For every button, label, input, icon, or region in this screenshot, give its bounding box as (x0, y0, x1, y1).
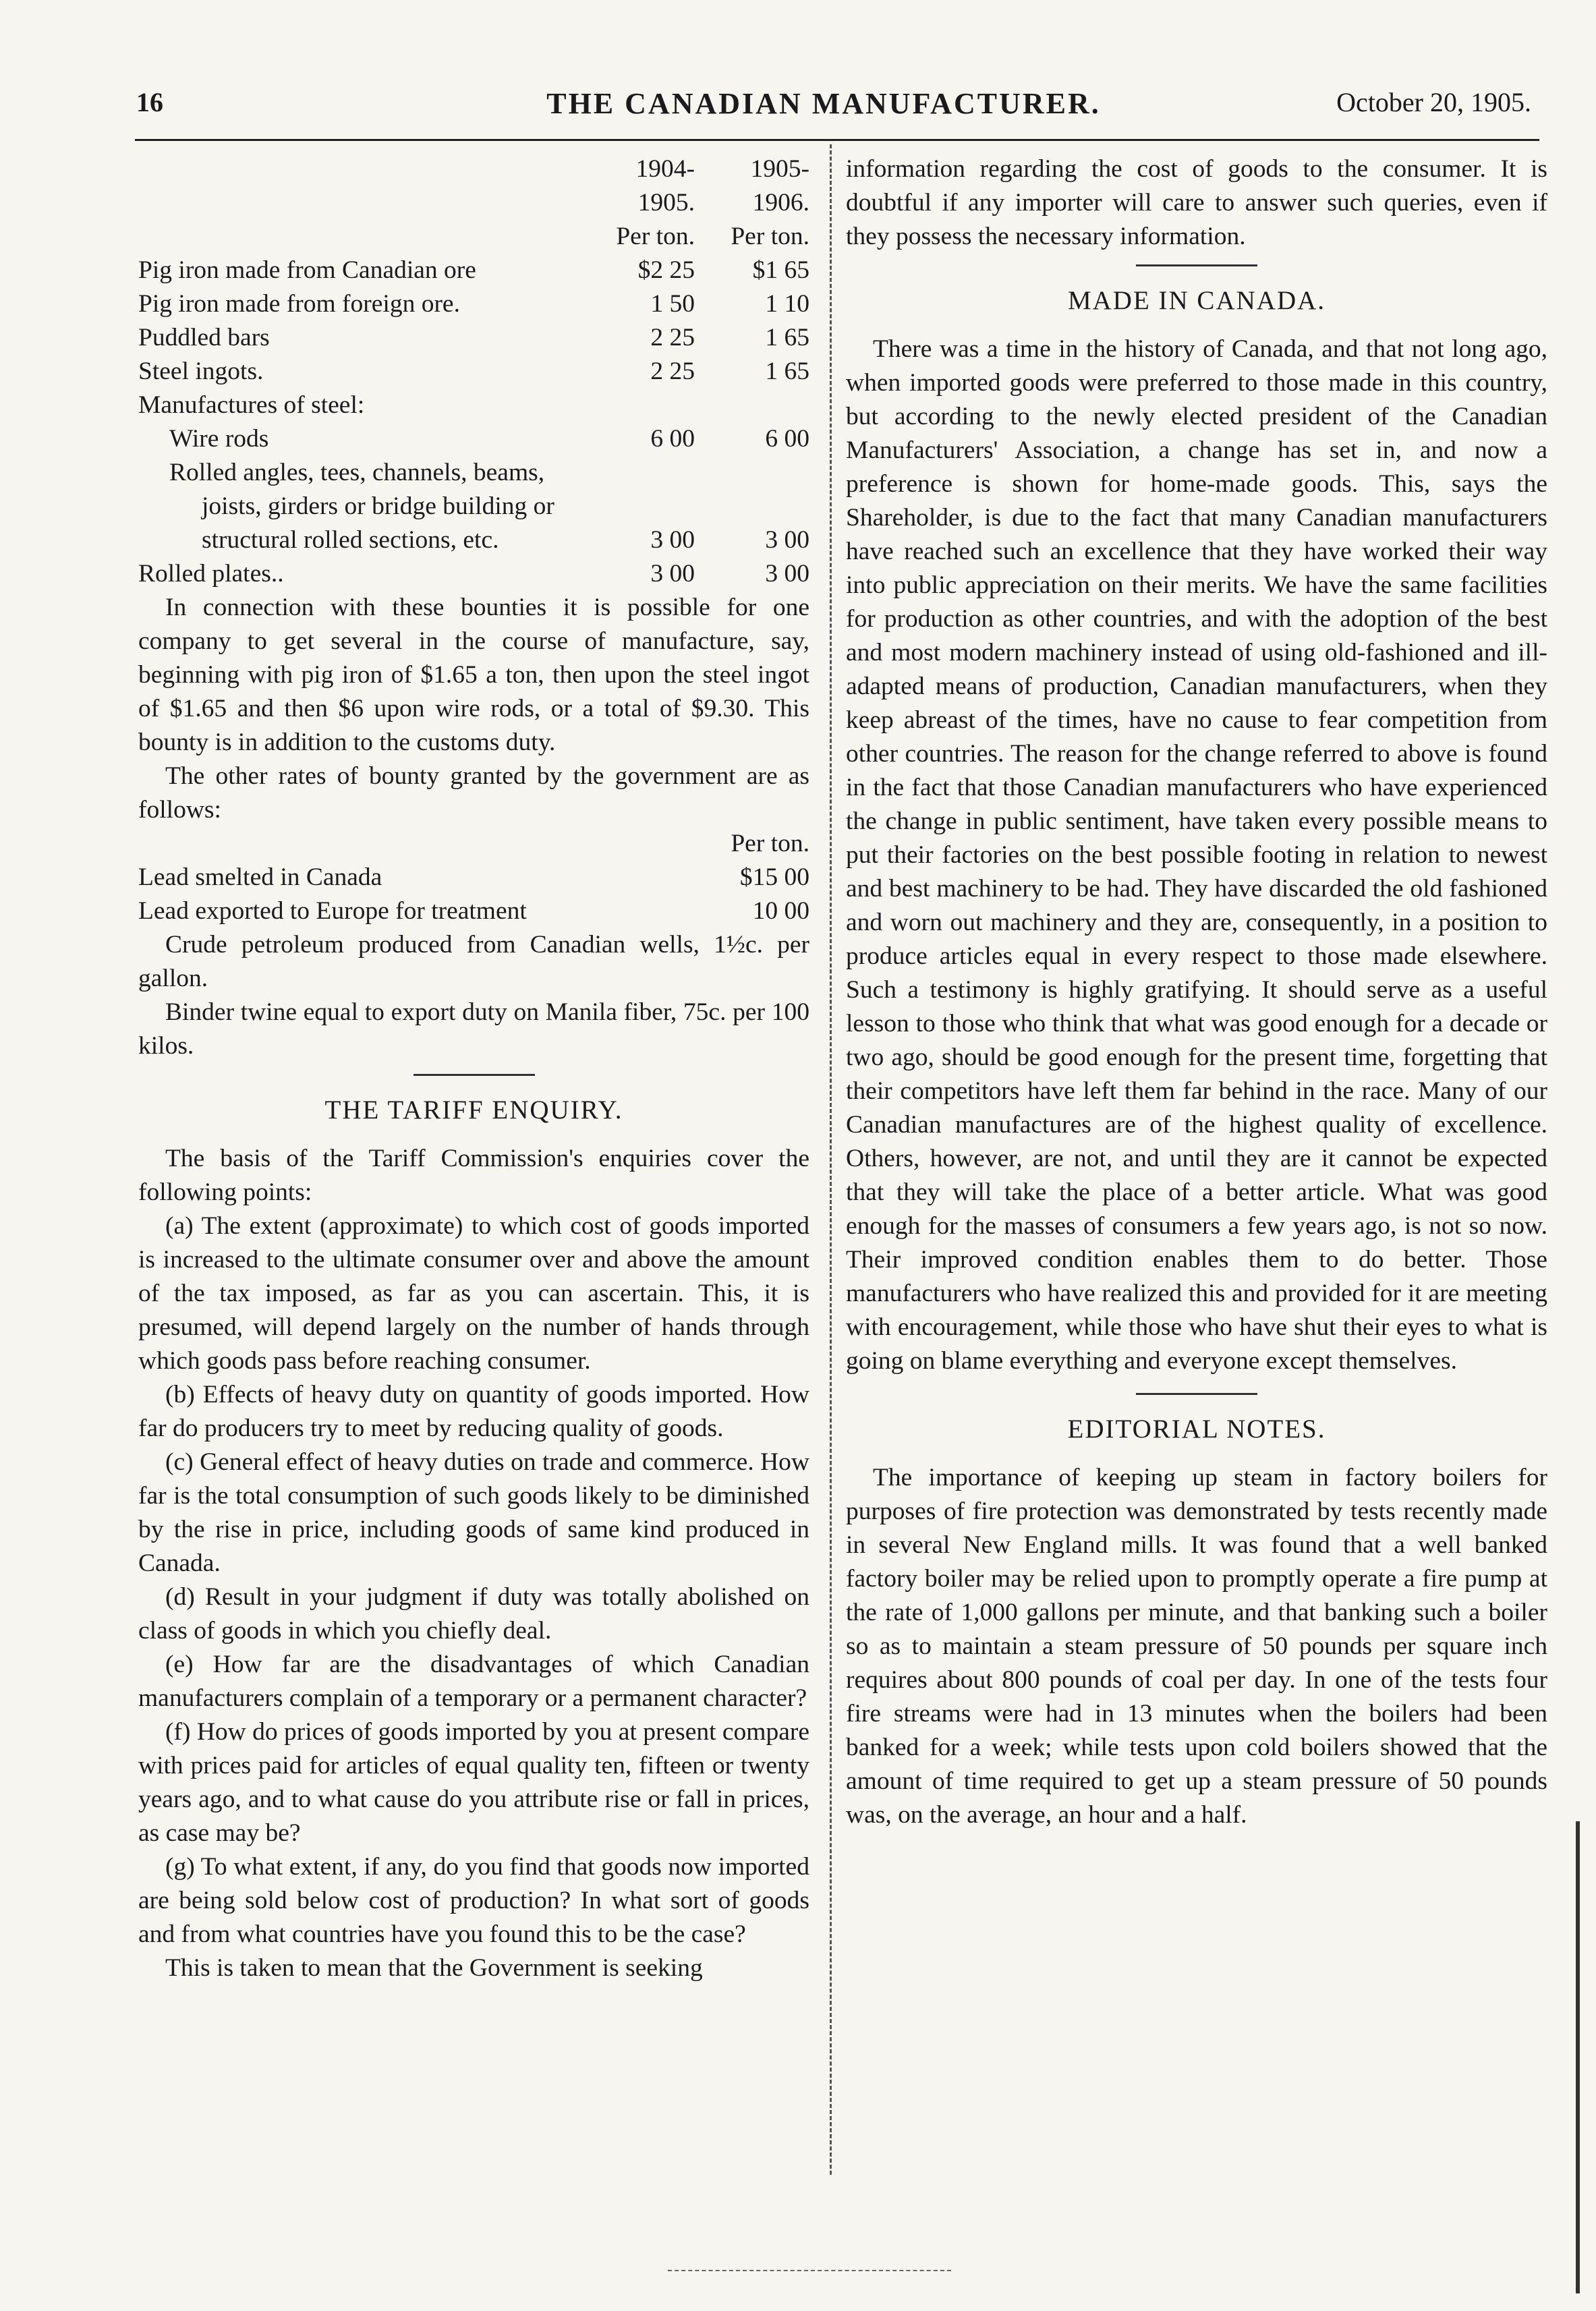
row-value-1904: 6 00 (650, 425, 695, 453)
col2-header-year2: 1906. (752, 189, 809, 217)
bottom-print-mark (668, 2270, 951, 2271)
table-header-row (138, 152, 809, 186)
lead-smelted-value: $15 00 (739, 863, 809, 891)
row-value-1905: 3 00 (765, 560, 809, 588)
table-header-row (138, 186, 809, 220)
editorial-notes-heading: EDITORIAL NOTES. (1067, 1415, 1326, 1444)
paragraph-made-in-canada: There was a time in the history of Canada, and that not long ago, when imported goods were preferred to those made in this country, but according to the newly elected president of the Canadian Manufacturers' Association, a change has set in, and now a preference is shown for home-made goods. This, says the Shareholder, is due to the fact that many Canadian manufacturers have reached such an excellence that they have worked their way into public appreciation on their merits. We have the same facilities for production as other countries, and with the adoption of the best and most modern machinery instead of using old-fashioned and ill-adapted means of production, Canadian manufacturers, when they keep abreast of the times, have no cause to fear competition from other countries. The reason for the change referred to above is found in the fact that those Canadian manufacturers who have experienced the change in public sentiment, have taken every possible means to put their factories on the best possible footing in relation to newest and best machinery to be had. They have discarded the old fashioned and worn out machinery and they are, consequently, in a position to produce articles equal in every respect to those made elsewhere. Such a testimony is highly gratifying. It should serve as a useful lesson to those who think that what was good enough for a decade or two ago, should be good enough for the present time, forgetting that their competitors have left them far behind in the race. Many of our Canadian manufactures are of the highest quality of excellence. Others, however, are not, and until they are it cannot be expected that they will take the place of a better article. What was good enough for the masses of consumers a few years ago, is not so now. Their improved condition enables them to do better. Those manufacturers who have realized this and provided for it are meeting with encouragement, while those who have shut their eyes to what is going on blame everything and everyone except themselves. (846, 335, 1547, 1375)
paragraph-connection: In connection with these bounties it is possible for one company to get several in the course of manufacture, say, beginning with pig iron of $1.65 a ton, then upon the steel ingot of $1.65 and then $6 upon wire rods, or a total of $9.30. This bounty is in addition to the customs duty. (138, 594, 809, 756)
col1-header-year2: 1905. (637, 189, 695, 217)
row-value-1904: 2 25 (650, 324, 695, 351)
paragraph-point-c: (c) General effect of heavy duties on trade and commerce. How far is the total consumption of such goods likely to be diminished by the rise in price, including goods of same kind produced in Canada. (138, 1448, 809, 1577)
col1-header-year: 1904- (635, 155, 695, 183)
paragraph-binder: Binder twine equal to export duty on Manila fiber, 75c. per 100 kilos. (138, 998, 809, 1060)
table-row (138, 389, 809, 422)
steel-subheading: Manufactures of steel: (138, 391, 365, 419)
row-label: Pig iron made from foreign ore. (138, 290, 460, 318)
bounty-table (138, 152, 809, 591)
right-column (846, 152, 1547, 1832)
row-label: Wire rods (169, 425, 269, 453)
page-number: 16 (136, 87, 163, 117)
per-ton-label: Per ton. (731, 830, 809, 857)
row-value-1904: 1 50 (650, 290, 695, 318)
paragraph-point-e: (e) How far are the disadvantages of which Canadian manufacturers complain of a temporary or a permanent character? (138, 1651, 809, 1712)
row-value-1904: $2 25 (637, 256, 695, 284)
paragraph-taken: This is taken to mean that the Government is seeking (165, 1954, 703, 1982)
row-value-1904: 3 00 (650, 526, 695, 554)
row-value-1904: 3 00 (650, 560, 695, 588)
col2-header-year: 1905- (750, 155, 809, 183)
paragraph-point-b: (b) Effects of heavy duty on quantity of goods imported. How far do producers try to meet by reducing quality of goods. (138, 1381, 809, 1442)
table-row (138, 456, 809, 490)
section-separator (1136, 1393, 1257, 1395)
paragraph-point-d: (d) Result in your judgment if duty was totally abolished on class of goods in which you chiefly deal. (138, 1583, 809, 1645)
section-separator (414, 1074, 535, 1076)
right-margin-bar (1576, 1821, 1580, 2293)
paragraph-basis: The basis of the Tariff Commission's enquiries cover the following points: (138, 1145, 809, 1206)
paragraph-information: information regarding the cost of goods to the consumer. It is doubtful if any importer will care to answer such queries, even if they possess the necessary information. (846, 155, 1547, 250)
row-value-1905: $1 65 (752, 256, 809, 284)
row-label: joists, girders or bridge building or (202, 492, 554, 520)
left-column (138, 152, 809, 1985)
row-value-1905: 1 65 (765, 324, 809, 351)
list-item (138, 861, 809, 894)
row-label: Puddled bars (138, 324, 270, 351)
row-label: structural rolled sections, etc. (202, 526, 499, 554)
row-label: Rolled angles, tees, channels, beams, (169, 459, 545, 486)
table-row (138, 490, 809, 523)
made-in-canada-heading: MADE IN CANADA. (1067, 286, 1326, 315)
section-separator (1136, 264, 1257, 266)
lead-exported-value: 10 00 (752, 897, 809, 925)
list-item (138, 894, 809, 928)
publication-title: THE CANADIAN MANUFACTURER. (546, 87, 1101, 120)
paragraph-point-g: (g) To what extent, if any, do you find that goods now imported are being sold below cost of production? In what sort of goods and from what countries have you found this to be the case? (138, 1853, 809, 1948)
table-row (138, 287, 809, 321)
paragraph-editorial: The importance of keeping up steam in factory boilers for purposes of fire protection was demonstrated by tests recently made in several New England mills. It was found that a well banked factory boiler may be relied upon to promptly operate a fire pump at the rate of 1,000 gallons per minute, and that banking such a boiler so as to maintain a steam pressure of 50 pounds per square inch requires about 800 pounds of coal per day. In one of the tests four fire streams were had in 13 minutes when the boilers had been banked for a week; while tests upon cold boilers showed that the amount of time required to get up a steam pressure of 50 pounds was, on the average, an hour and a half. (846, 1464, 1547, 1829)
paragraph-point-a: (a) The extent (approximate) to which cost of goods imported is increased to the ultimate consumer over and above the amount of the tax imposed, as far as you can ascertain. This, it is presumed, will depend largely on the number of hands through which goods pass before reaching consumer. (138, 1212, 809, 1375)
lead-smelted-label: Lead smelted in Canada (138, 863, 382, 891)
table-row (138, 523, 809, 557)
table-row (138, 355, 809, 389)
col2-header-unit: Per ton. (731, 223, 809, 250)
header-rule (135, 139, 1539, 141)
lead-exported-label: Lead exported to Europe for treatment (138, 897, 527, 925)
paragraph-point-f: (f) How do prices of goods imported by you at present compare with prices paid for articles of equal quality ten, fifteen or twenty years ago, and to what cause do you attribute rise or fall in prices, as case may be? (138, 1718, 809, 1847)
row-label: Steel ingots. (138, 358, 264, 385)
column-divider (830, 144, 832, 2175)
table-row (138, 254, 809, 287)
row-label: Rolled plates.. (138, 560, 284, 588)
table-row (138, 321, 809, 355)
row-value-1905: 1 65 (765, 358, 809, 385)
table-header-row (138, 220, 809, 254)
issue-date: October 20, 1905. (1336, 87, 1531, 117)
row-value-1905: 3 00 (765, 526, 809, 554)
col1-header-unit: Per ton. (616, 223, 695, 250)
row-label: Pig iron made from Canadian ore (138, 256, 476, 284)
tariff-heading: THE TARIFF ENQUIRY. (324, 1095, 623, 1124)
row-value-1905: 1 10 (765, 290, 809, 318)
row-value-1904: 2 25 (650, 358, 695, 385)
table-row (138, 422, 809, 456)
paragraph-petroleum: Crude petroleum produced from Canadian wells, 1½c. per gallon. (138, 931, 809, 992)
table-row (138, 557, 809, 591)
row-value-1905: 6 00 (765, 425, 809, 453)
page-header (116, 86, 1531, 130)
paragraph-other-rates: The other rates of bounty granted by the government are as follows: (138, 762, 809, 824)
